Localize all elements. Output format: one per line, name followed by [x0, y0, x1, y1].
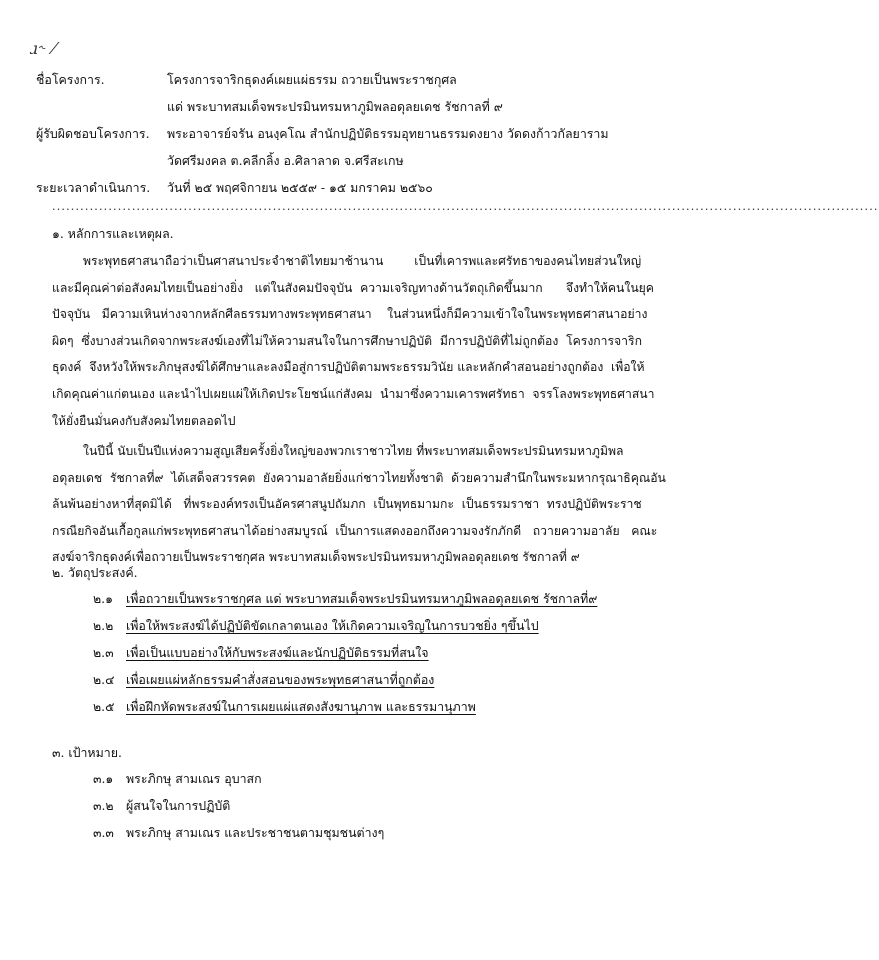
objective-item [93, 699, 476, 716]
section-1-paragraph-1 [52, 248, 655, 434]
objective-number: ๒.๒ [93, 618, 114, 633]
objective-text: เพื่อเผยแผ่หลักธรรมคำสั่งสอนของพระพุทธศาสนาที่ถูกต้อง [126, 672, 435, 687]
target-number: ๓.๒ [93, 798, 114, 813]
project-label: ชื่อโครงการ. [36, 72, 105, 87]
target-text: ผู้สนใจในการปฏิบัติ [126, 798, 231, 813]
target-text: พระภิกษุ สามเณร อุบาสก [126, 771, 262, 786]
responsible-line-2: วัดศรีมงคล ต.คลีกลิ้ง อ.ศิลาลาด จ.ศรีสะเกษ [167, 153, 404, 168]
paragraph-line: ล้นพ้นอย่างหาที่สุดมิได้ ที่พระองค์ทรงเป็นอัครศาสนูปถัมภก เป็นพุทธมามกะ เป็นธรรมราชา ทรงปฏิบัติพระราช [52, 497, 642, 512]
handwritten-mark: ɹ˞ ⁄ [30, 39, 57, 58]
objective-item [93, 645, 429, 662]
paragraph-line: พระพุทธศาสนาถือว่าเป็นศาสนาประจำชาติไทยมาช้านาน เป็นที่เคารพและศรัทธาของคนไทยส่วนใหญ่ [52, 254, 642, 268]
target-number: ๓.๑ [93, 771, 114, 786]
objective-number: ๒.๑ [93, 591, 113, 606]
objective-number: ๒.๓ [93, 645, 114, 660]
paragraph-line: ธุดงค์ จึงหวังให้พระภิกษุสงฆ์ได้ศึกษาและลงมือสู่การปฏิบัติตามพระธรรมวินัย และหลักคำสอนอย่างถูกต้อง เพื่อให้ [52, 360, 645, 375]
objective-text: เพื่อถวายเป็นพระราชกุศล แด่ พระบาทสมเด็จพระปรมินทรมหาภูมิพลอดุลยเดช รัชกาลที่๙ [126, 591, 598, 606]
section-2-heading: ๒. วัตถุประสงค์. [52, 565, 138, 580]
paragraph-line: ปัจจุบัน มีความเหินห่างจากหลักศีลธรรมทางพระพุทธศาสนา ในส่วนหนึ่งก็มีความเข้าใจในพระพุทธศาสนาอย่าง [52, 307, 648, 322]
target-item [93, 825, 384, 842]
objective-text: เพื่อให้พระสงฆ์ได้ปฏิบัติขัดเกลาตนเอง ให้เกิดความเจริญในการบวชยิ่ง ๆขึ้นไป [126, 618, 539, 633]
objective-item [93, 618, 539, 635]
period-label: ระยะเวลาดำเนินการ. [36, 180, 151, 195]
responsible-line-1: พระอาจารย์จรัน อนงฺคโณ สำนักปฏิบัติธรรมอุทยานธรรมดงยาง วัดดงก้าวกัลยาราม [167, 126, 609, 141]
objective-text: เพื่อฝึกหัดพระสงฆ์ในการเผยแผ่แสดงสังฆานุภาพ และธรรมานุภาพ [126, 699, 476, 714]
paragraph-line: ผิดๆ ซึ่งบางส่วนเกิดจากพระสงฆ์เองที่ไม่ให้ความสนใจในการศึกษาปฏิบัติ มีการปฏิบัติที่ไม่ถูกต้อง โครงการจาริก [52, 333, 642, 348]
paragraph-line: ในปีนี้ นับเป็นปีแห่งความสูญเสียครั้งยิ่งใหญ่ของพวกเราชาวไทย ที่พระบาทสมเด็จพระปรมินทรมหาภูมิพล [52, 444, 624, 458]
paragraph-line: และมีคุณค่าต่อสังคมไทยเป็นอย่างยิ่ง แต่ในสังคมปัจจุบัน ความเจริญทางด้านวัตถุเกิดขึ้นมาก จึงทำให้คนในยุค [52, 280, 654, 295]
target-item [93, 798, 230, 815]
project-line-1: โครงการจาริกธุดงค์เผยแผ่ธรรม ถวายเป็นพระราชกุศล [167, 72, 457, 87]
period-value: วันที่ ๒๕ พฤศจิกายน ๒๕๕๙ - ๑๕ มกราคม ๒๕๖๐ [167, 180, 433, 195]
objective-item [93, 672, 434, 689]
dotted-separator: ................................................................................................................................................................................ [52, 200, 879, 213]
objective-number: ๒.๕ [93, 699, 115, 714]
target-item [93, 771, 262, 788]
paragraph-line: อดุลยเดช รัชกาลที่๙ ได้เสด็จสวรรคต ยังความอาลัยยิ่งแก่ชาวไทยทั้งชาติ ด้วยความสำนึกในพระมหากรุณาธิคุณอัน [52, 470, 666, 485]
responsible-label: ผู้รับผิดชอบโครงการ. [36, 126, 150, 141]
objective-number: ๒.๔ [93, 672, 115, 687]
objective-item [93, 591, 597, 608]
section-1-heading: ๑. หลักการและเหตุผล. [52, 226, 174, 241]
paragraph-line: เกิดคุณค่าแก่ตนเอง และนำไปเผยแผ่ให้เกิดประโยชน์แก่สังคม นำมาซึ่งความเคารพศรัทธา จรรโลงพระพุทธศาสนา [52, 386, 655, 401]
section-3-heading: ๓. เป้าหมาย. [52, 745, 122, 760]
objective-text: เพื่อเป็นแบบอย่างให้กับพระสงฆ์และนักปฏิบัติธรรมที่สนใจ [126, 645, 429, 660]
target-number: ๓.๓ [93, 825, 114, 840]
section-1-paragraph-2 [52, 438, 666, 571]
paragraph-line: สงฆ์จาริกธุดงค์เพื่อถวายเป็นพระราชกุศล พระบาทสมเด็จพระปรมินทรมหาภูมิพลอดุลยเดช รัชกาลที่ ๙ [52, 550, 580, 565]
target-text: พระภิกษุ สามเณร และประชาชนตามชุมชนต่างๆ [126, 825, 385, 840]
paragraph-line: ให้ยั่งยืนมั่นคงกับสังคมไทยตลอดไป [52, 413, 236, 428]
project-line-2: แด่ พระบาทสมเด็จพระปรมินทรมหาภูมิพลอดุลยเดช รัชกาลที่ ๙ [167, 99, 503, 114]
paragraph-line: กรณียกิจอันเกื้อกูลแก่พระพุทธศาสนาได้อย่างสมบูรณ์ เป็นการแสดงออกถึงความจงรักภักดี ถวายความอาลัย คณะ [52, 523, 658, 538]
